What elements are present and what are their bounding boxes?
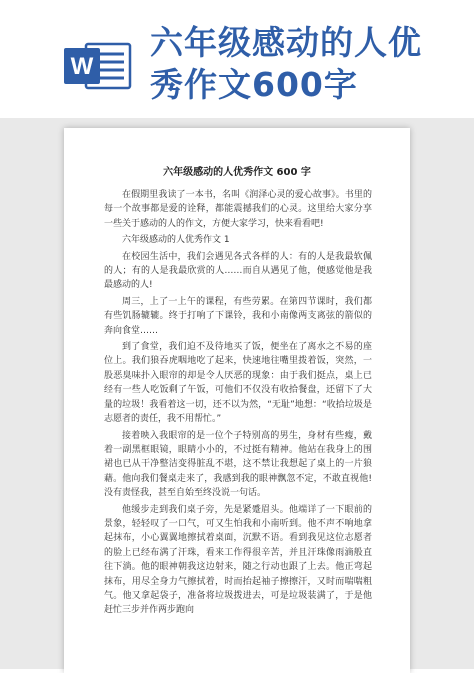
document-title: 六年级感动的人优秀作文 600 字: [163, 167, 311, 178]
paragraph: 他缓步走到我们桌子旁，先是紧蹙眉头。他端详了一下眼前的景象，轻轻叹了一口气，可又生怕我和小南听到。他不声不响地拿起抹布，小心翼翼地擦拭着桌面，沉默不语。看到我见这位志愿者的脸上已经布满了汗珠，看来工作得很辛苦，并且汗珠像雨滴般直往下淌。他的眼神朝我这边射来，随之行动也跟了上去。他正弯起抹布，用尽全身力气擦拭着，时而抬起袖子擦擦汗，又时而喘喘粗气。他又拿起袋子，准备将垃圾拨进去，可是垃圾装满了，于是他赶忙三步并作两步跑向: [104, 504, 372, 616]
header-title-line-2: 秀作文600字: [150, 65, 358, 104]
header-title-line-1: 六年级感动的人优: [150, 23, 422, 62]
paragraph: 到了食堂，我们迫不及待地买了饭，便坐在了离水之不易的座位上。我们狼吞虎咽地吃了起来，快速地往嘴里拨着饭，突然，一股恶臭味扑入眼帘的却是令人厌恶的现象：由于我们挺点，桌上已经有一些人吃饭剩了午饭，可他们不仅没有收拾餐盘，还留下了大量的垃圾！我看着这一切，还不以为然，“无耻”地想：“收拾垃圾是志愿者的责任，我不用帮忙。”: [104, 342, 372, 425]
paragraph: 在校园生活中，我们会遇见各式各样的人：有的人是我最软佩的人；有的人是我最欣赏的人……而自从遇见了他，便感觉他是我最感动的人!: [104, 251, 372, 291]
header-title: [150, 22, 465, 106]
word-document-icon: [64, 40, 134, 92]
section-heading: 六年级感动的人优秀作文 1: [122, 235, 230, 246]
document-body: [104, 188, 372, 620]
page-header: [0, 0, 474, 118]
document-page: [64, 128, 410, 673]
paragraph: 接着映入我眼帘的是一位个子特别高的男生，身材有些瘦，戴着一副黑框眼镜，眼睛小小的，不过挺有精神。他站在我身上的围裙也已从干净整洁变得脏乱不堪，这不禁让我想起了桌上的一片狼藉。他向我们餐桌走来了，我感到我的眼神飘忽不定，不敢直视他!没有责怪我，甚至自始至终没说一句话。: [104, 430, 372, 499]
paragraph: 在假期里我读了一本书，名叫《润泽心灵的爱心故事》。书里的每一个故事都是爱的诠释，都能震撼我们的心灵。这里给大家分享一些关于感动的人的作文，方便大家学习，快来看看吧!: [104, 190, 372, 229]
paragraph: 周三，上了一上午的课程，有些劳累。在第四节课时，我们都有些饥肠辘辘。终于打响了下课铃，我和小南像两支离弦的箭似的奔向食堂……: [104, 296, 372, 336]
svg-text:W: W: [70, 53, 94, 80]
